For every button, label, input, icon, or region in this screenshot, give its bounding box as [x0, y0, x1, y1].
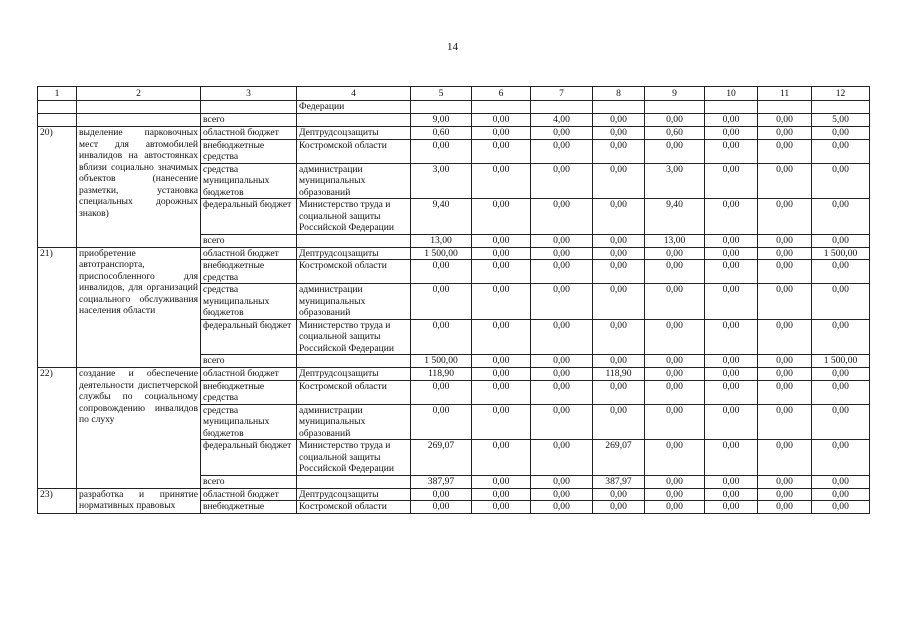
value-cell: [758, 101, 812, 114]
value-cell: 1 500,00: [411, 355, 472, 368]
value-cell: 0,00: [758, 127, 812, 140]
header-cell: 3: [201, 87, 297, 101]
value-cell: 0,00: [705, 475, 758, 488]
value-cell: 0,00: [531, 319, 593, 355]
page-number: 14: [447, 41, 458, 53]
value-cell: [411, 101, 472, 114]
table-row: [38, 488, 870, 501]
table-row: [38, 368, 870, 381]
value-cell: 0,00: [645, 260, 705, 284]
value-cell: 0,00: [645, 247, 705, 260]
funding-source-cell: федеральный бюджет: [201, 199, 297, 235]
executor-cell: Дептрудсоцзащиты: [297, 127, 411, 140]
value-cell: 0,00: [705, 501, 758, 514]
value-cell: 0,00: [758, 260, 812, 284]
value-cell: 0,00: [531, 355, 593, 368]
value-cell: 3,00: [411, 163, 472, 199]
value-cell: 0,00: [705, 284, 758, 320]
funding-source-cell: областной бюджет: [201, 368, 297, 381]
value-cell: 0,00: [411, 488, 472, 501]
value-cell: 0,00: [472, 501, 531, 514]
value-cell: 1 500,00: [812, 355, 870, 368]
value-cell: 0,00: [812, 163, 870, 199]
funding-source-cell: внебюджетные средства: [201, 260, 297, 284]
value-cell: 0,00: [593, 355, 645, 368]
executor-cell: Костромской области: [297, 380, 411, 404]
header-cell: 6: [472, 87, 531, 101]
value-cell: 0,00: [472, 247, 531, 260]
value-cell: 0,00: [593, 488, 645, 501]
value-cell: 0,00: [705, 114, 758, 127]
header-cell: 5: [411, 87, 472, 101]
value-cell: 0,00: [705, 319, 758, 355]
executor-cell: [297, 355, 411, 368]
value-cell: 0,00: [812, 475, 870, 488]
value-cell: 0,00: [812, 440, 870, 476]
value-cell: 0,00: [645, 284, 705, 320]
item-description-cell: создание и обеспечение деятельности диспетчерской службы по социальному сопровождению инвалидов по слуху: [77, 368, 201, 489]
value-cell: 0,00: [705, 247, 758, 260]
executor-cell: Министерство труда и социальной защиты Российской Федерации: [297, 440, 411, 476]
funding-source-cell: федеральный бюджет: [201, 319, 297, 355]
value-cell: 0,00: [531, 234, 593, 247]
value-cell: 0,00: [593, 247, 645, 260]
value-cell: 0,00: [758, 488, 812, 501]
header-cell: 7: [531, 87, 593, 101]
value-cell: 0,00: [472, 355, 531, 368]
value-cell: 0,00: [531, 368, 593, 381]
value-cell: 0,00: [531, 127, 593, 140]
value-cell: 0,00: [531, 247, 593, 260]
value-cell: 0,00: [758, 440, 812, 476]
executor-cell: Костромской области: [297, 139, 411, 163]
value-cell: 0,00: [531, 163, 593, 199]
header-cell: 8: [593, 87, 645, 101]
value-cell: 0,00: [705, 139, 758, 163]
funding-source-cell: средства муниципальных бюджетов: [201, 404, 297, 440]
value-cell: 0,00: [812, 234, 870, 247]
value-cell: 0,00: [812, 199, 870, 235]
executor-cell: [297, 234, 411, 247]
value-cell: 0,00: [645, 404, 705, 440]
header-cell: 2: [77, 87, 201, 101]
value-cell: 0,00: [705, 260, 758, 284]
value-cell: 0,00: [411, 319, 472, 355]
value-cell: [812, 101, 870, 114]
item-number-cell: 21): [38, 247, 77, 368]
value-cell: [593, 101, 645, 114]
funding-source-cell: областной бюджет: [201, 247, 297, 260]
executor-cell: Дептрудсоцзащиты: [297, 368, 411, 381]
funding-source-cell: всего: [201, 234, 297, 247]
value-cell: 0,00: [758, 355, 812, 368]
value-cell: 0,00: [758, 404, 812, 440]
value-cell: 0,00: [758, 501, 812, 514]
value-cell: 269,07: [411, 440, 472, 476]
executor-cell: Министерство труда и социальной защиты Российской Федерации: [297, 199, 411, 235]
executor-cell: Костромской области: [297, 260, 411, 284]
value-cell: [645, 101, 705, 114]
value-cell: 269,07: [593, 440, 645, 476]
value-cell: 0,00: [593, 127, 645, 140]
value-cell: [472, 101, 531, 114]
executor-cell: администрации муниципальных образований: [297, 163, 411, 199]
value-cell: 0,00: [472, 475, 531, 488]
value-cell: 0,00: [812, 139, 870, 163]
value-cell: 0,00: [531, 440, 593, 476]
value-cell: 0,00: [472, 127, 531, 140]
empty-cell: [77, 114, 201, 127]
header-cell: 4: [297, 87, 411, 101]
header-cell: 9: [645, 87, 705, 101]
budget-table: [37, 86, 870, 514]
header-cell: 12: [812, 87, 870, 101]
header-cell: 10: [705, 87, 758, 101]
header-row: [38, 87, 870, 101]
value-cell: 0,00: [593, 114, 645, 127]
value-cell: 4,00: [531, 114, 593, 127]
funding-source-cell: внебюджетные средства: [201, 380, 297, 404]
value-cell: 0,00: [812, 501, 870, 514]
funding-source-cell: всего: [201, 475, 297, 488]
empty-cell: [77, 101, 201, 114]
funding-source-cell: областной бюджет: [201, 127, 297, 140]
value-cell: 0,00: [812, 488, 870, 501]
value-cell: 0,00: [531, 139, 593, 163]
value-cell: 0,00: [472, 163, 531, 199]
value-cell: 0,00: [411, 380, 472, 404]
executor-cell: администрации муниципальных образований: [297, 284, 411, 320]
executor-cell: Дептрудсоцзащиты: [297, 488, 411, 501]
value-cell: 3,00: [645, 163, 705, 199]
value-cell: 0,00: [705, 380, 758, 404]
header-cell: 11: [758, 87, 812, 101]
funding-source-cell: всего: [201, 114, 297, 127]
value-cell: 0,00: [705, 127, 758, 140]
value-cell: 0,00: [812, 368, 870, 381]
value-cell: 0,00: [645, 475, 705, 488]
value-cell: 0,00: [705, 163, 758, 199]
value-cell: 0,00: [593, 163, 645, 199]
executor-cell: администрации муниципальных образований: [297, 404, 411, 440]
value-cell: 0,00: [645, 355, 705, 368]
value-cell: 0,00: [758, 114, 812, 127]
value-cell: 0,00: [758, 247, 812, 260]
value-cell: 0,00: [411, 501, 472, 514]
funding-source-cell: средства муниципальных бюджетов: [201, 163, 297, 199]
value-cell: 0,00: [411, 139, 472, 163]
value-cell: 0,00: [531, 260, 593, 284]
value-cell: 0,00: [705, 234, 758, 247]
value-cell: 0,00: [758, 199, 812, 235]
value-cell: 0,00: [593, 501, 645, 514]
value-cell: 5,00: [812, 114, 870, 127]
value-cell: 0,00: [472, 368, 531, 381]
funding-source-cell: федеральный бюджет: [201, 440, 297, 476]
value-cell: 0,00: [411, 260, 472, 284]
table-row: [38, 247, 870, 260]
funding-source-cell: областной бюджет: [201, 488, 297, 501]
empty-cell: [38, 101, 77, 114]
value-cell: 387,97: [411, 475, 472, 488]
executor-cell: Министерство труда и социальной защиты Российской Федерации: [297, 319, 411, 355]
value-cell: 0,00: [645, 380, 705, 404]
value-cell: 0,00: [472, 139, 531, 163]
item-number-cell: 23): [38, 488, 77, 513]
value-cell: 0,00: [472, 114, 531, 127]
value-cell: 0,00: [758, 163, 812, 199]
value-cell: 118,90: [593, 368, 645, 381]
funding-source-cell: средства муниципальных бюджетов: [201, 284, 297, 320]
value-cell: 0,60: [645, 127, 705, 140]
value-cell: 0,00: [472, 380, 531, 404]
value-cell: 0,00: [531, 488, 593, 501]
value-cell: 0,00: [812, 127, 870, 140]
value-cell: 0,00: [705, 404, 758, 440]
value-cell: 0,00: [472, 234, 531, 247]
item-description-cell: разработка и принятие нормативных правовых: [77, 488, 201, 513]
value-cell: [531, 101, 593, 114]
value-cell: 0,00: [593, 139, 645, 163]
value-cell: 0,00: [472, 260, 531, 284]
value-cell: 0,00: [531, 404, 593, 440]
value-cell: 13,00: [645, 234, 705, 247]
funding-source-cell: всего: [201, 355, 297, 368]
value-cell: 0,60: [411, 127, 472, 140]
item-number-cell: 22): [38, 368, 77, 489]
table-row: [38, 101, 870, 114]
value-cell: 0,00: [705, 488, 758, 501]
funding-source-cell: [201, 101, 297, 114]
value-cell: 0,00: [472, 319, 531, 355]
value-cell: 0,00: [758, 284, 812, 320]
value-cell: 0,00: [812, 380, 870, 404]
empty-cell: [38, 114, 77, 127]
value-cell: 0,00: [472, 488, 531, 501]
value-cell: 9,40: [411, 199, 472, 235]
executor-cell: Дептрудсоцзащиты: [297, 247, 411, 260]
value-cell: 0,00: [531, 199, 593, 235]
value-cell: 0,00: [812, 284, 870, 320]
table-row: [38, 127, 870, 140]
value-cell: 0,00: [705, 199, 758, 235]
value-cell: 0,00: [531, 380, 593, 404]
value-cell: 0,00: [758, 475, 812, 488]
value-cell: 0,00: [758, 234, 812, 247]
value-cell: 9,00: [411, 114, 472, 127]
value-cell: 0,00: [812, 404, 870, 440]
value-cell: [705, 101, 758, 114]
value-cell: 1 500,00: [411, 247, 472, 260]
value-cell: 0,00: [812, 319, 870, 355]
value-cell: 0,00: [705, 355, 758, 368]
value-cell: 0,00: [812, 260, 870, 284]
value-cell: 0,00: [593, 319, 645, 355]
header-cell: 1: [38, 87, 77, 101]
value-cell: 0,00: [593, 234, 645, 247]
executor-cell: [297, 475, 411, 488]
value-cell: 0,00: [645, 501, 705, 514]
value-cell: 1 500,00: [812, 247, 870, 260]
executor-cell: Федерации: [297, 101, 411, 114]
value-cell: 0,00: [705, 440, 758, 476]
value-cell: 118,90: [411, 368, 472, 381]
table-body: [38, 87, 870, 514]
value-cell: 0,00: [411, 404, 472, 440]
value-cell: 0,00: [705, 368, 758, 381]
value-cell: 0,00: [758, 368, 812, 381]
value-cell: 0,00: [411, 284, 472, 320]
value-cell: 0,00: [645, 139, 705, 163]
value-cell: 0,00: [593, 199, 645, 235]
value-cell: 0,00: [645, 368, 705, 381]
item-description-cell: приобретение автотранспорта, приспособленного для инвалидов, для организаций социального обслуживания населения области: [77, 247, 201, 368]
executor-cell: [297, 114, 411, 127]
value-cell: 0,00: [645, 488, 705, 501]
value-cell: 0,00: [531, 284, 593, 320]
value-cell: 387,97: [593, 475, 645, 488]
value-cell: 0,00: [758, 139, 812, 163]
value-cell: 0,00: [472, 440, 531, 476]
value-cell: 0,00: [531, 475, 593, 488]
item-number-cell: 20): [38, 127, 77, 248]
value-cell: 9,40: [645, 199, 705, 235]
value-cell: 0,00: [645, 319, 705, 355]
value-cell: 0,00: [593, 284, 645, 320]
funding-source-cell: внебюджетные: [201, 501, 297, 514]
value-cell: 0,00: [531, 501, 593, 514]
value-cell: 0,00: [645, 114, 705, 127]
table-row: [38, 114, 870, 127]
funding-source-cell: внебюджетные средства: [201, 139, 297, 163]
value-cell: 0,00: [593, 260, 645, 284]
value-cell: 0,00: [472, 199, 531, 235]
executor-cell: Костромской области: [297, 501, 411, 514]
value-cell: 0,00: [758, 319, 812, 355]
value-cell: 0,00: [593, 380, 645, 404]
value-cell: 0,00: [593, 404, 645, 440]
value-cell: 0,00: [645, 440, 705, 476]
item-description-cell: выделение парковочных мест для автомобилей инвалидов на автостоянках вблизи социально значимых объектов (нанесение разметки, установка специальных дорожных знаков): [77, 127, 201, 248]
value-cell: 0,00: [758, 380, 812, 404]
value-cell: 0,00: [472, 284, 531, 320]
value-cell: 13,00: [411, 234, 472, 247]
value-cell: 0,00: [472, 404, 531, 440]
